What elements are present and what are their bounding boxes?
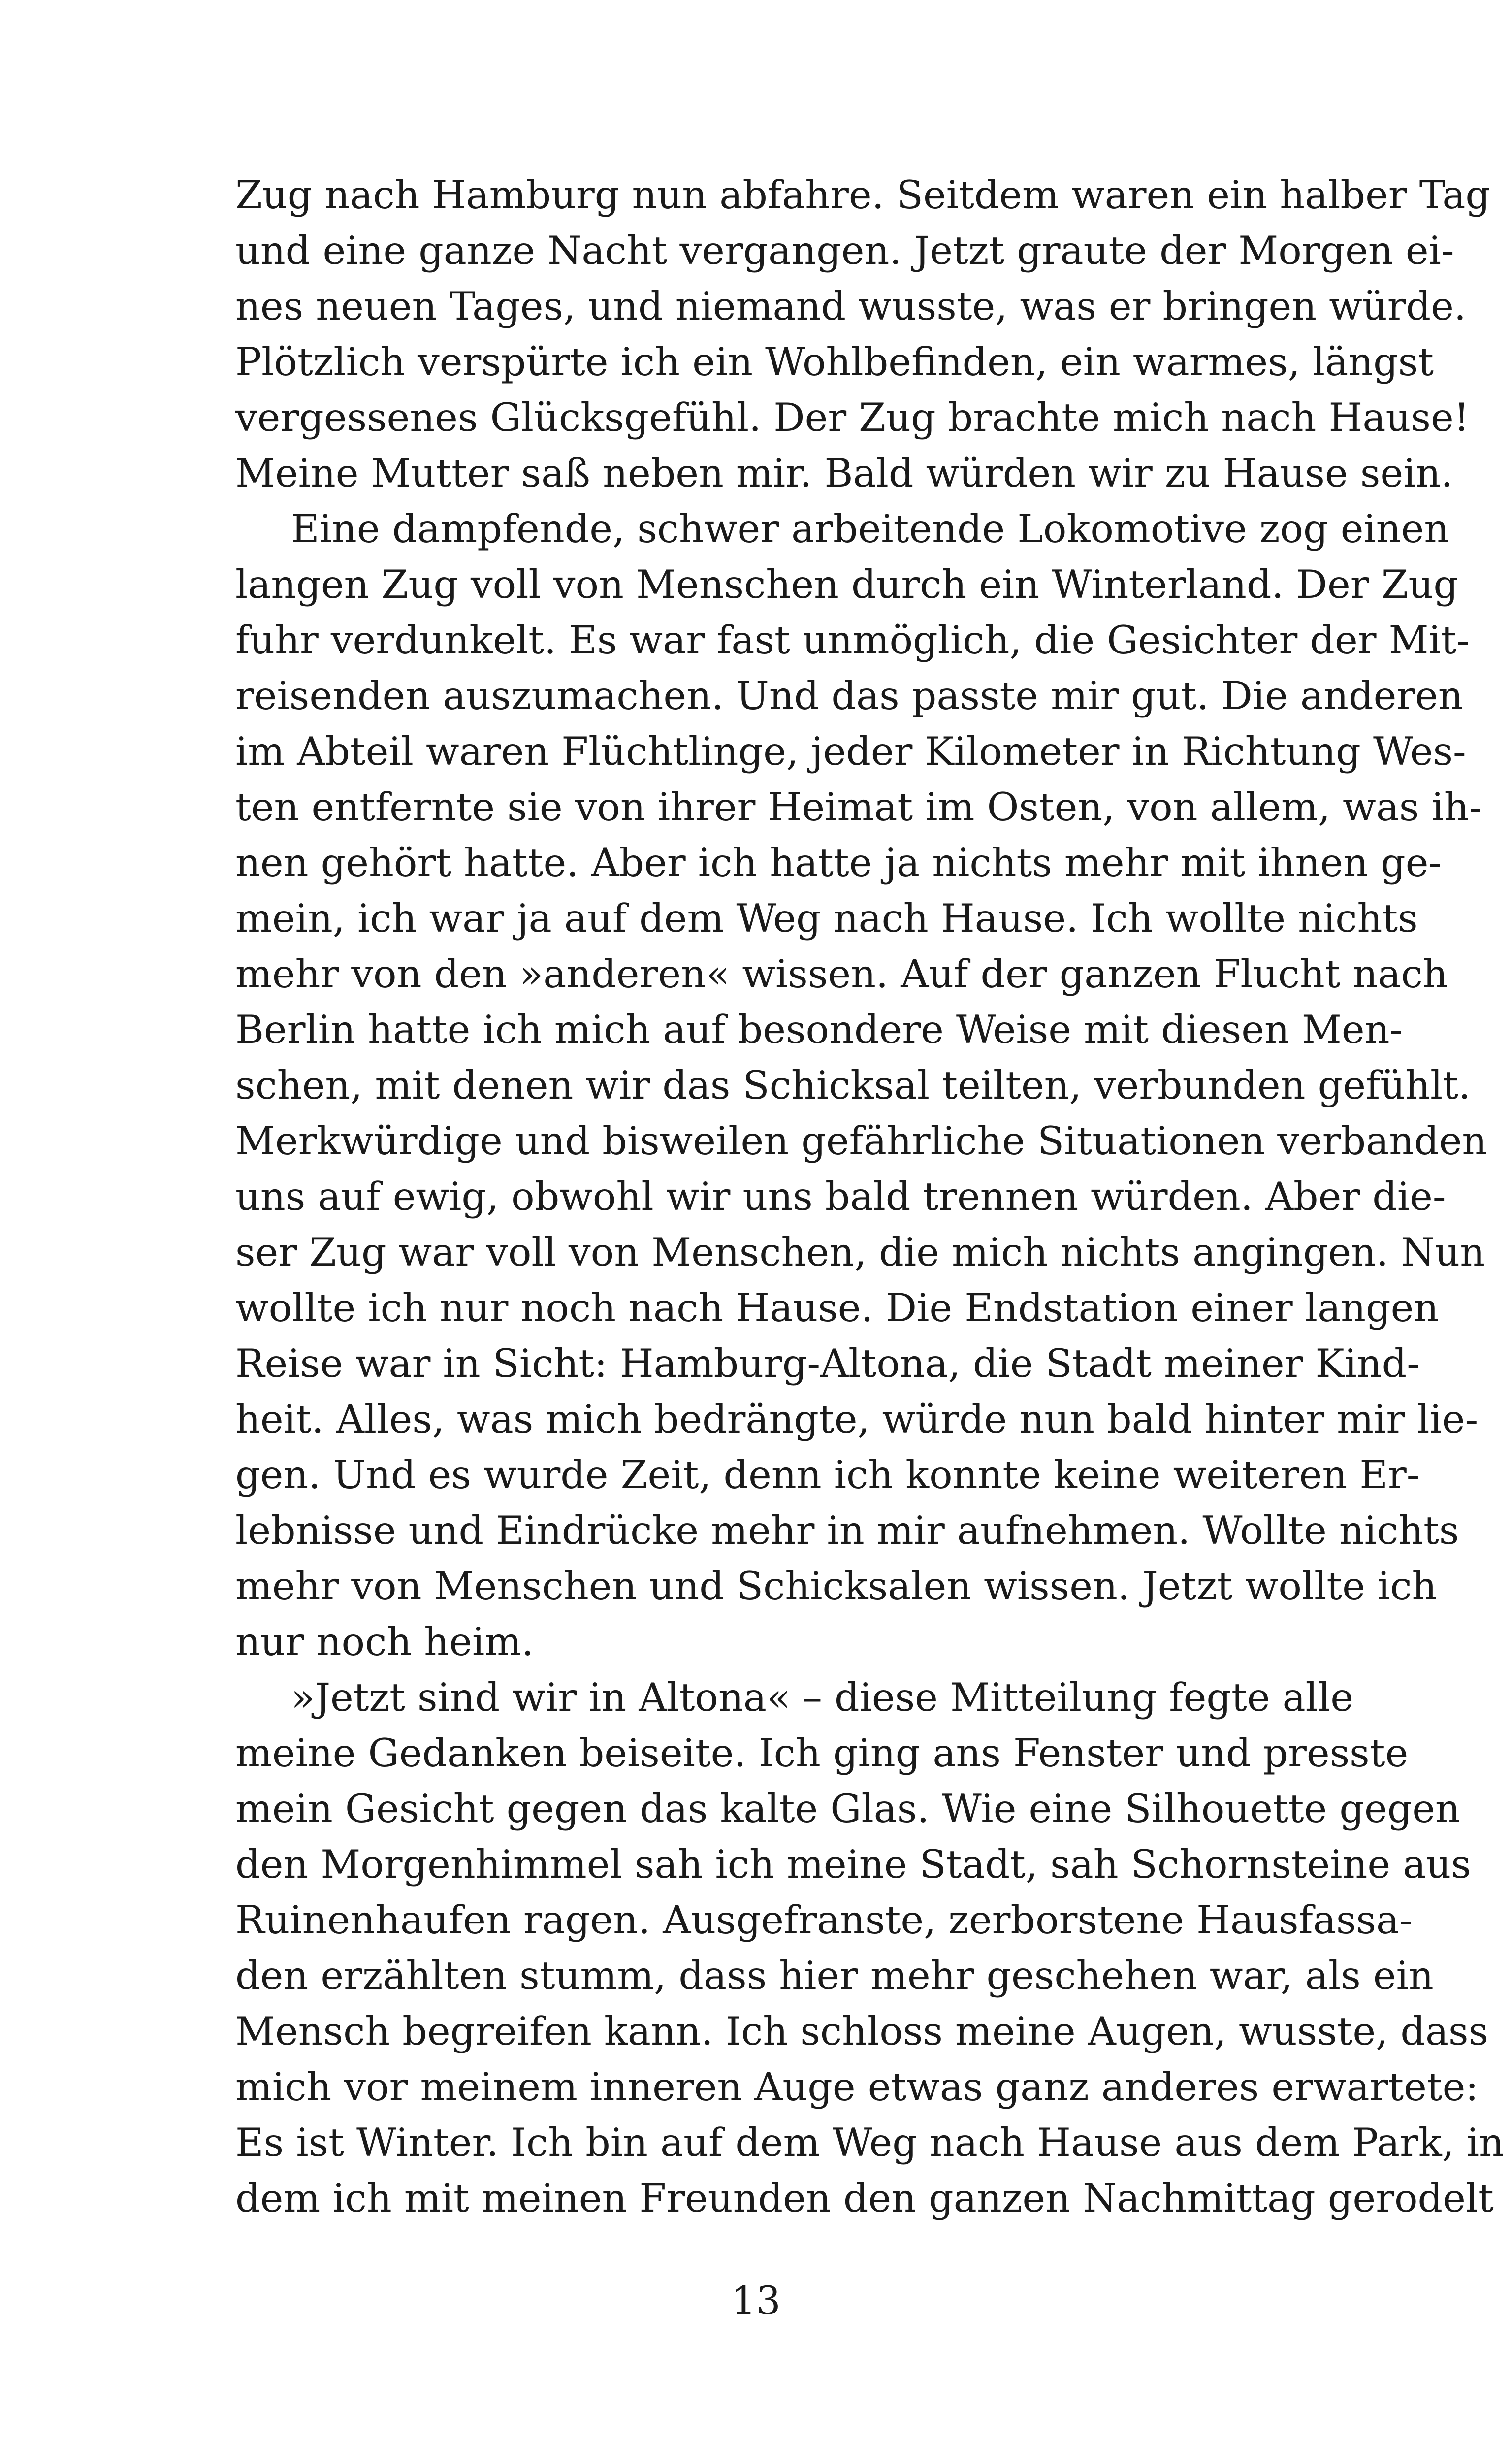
text-line: nur noch heim. <box>235 1619 534 1664</box>
page-number: 13 <box>731 2278 781 2323</box>
text-line: lebnisse und Eindrücke mehr in mir aufnehmen. Wollte nichts <box>235 1508 1459 1553</box>
body-text <box>235 167 1505 2226</box>
text-line: im Abteil waren Flüchtlinge, jeder Kilometer in Richtung Wes- <box>235 729 1466 774</box>
text-line: reisenden auszumachen. Und das passte mir gut. Die anderen <box>235 673 1463 718</box>
text-line-paragraph-start: Eine dampfende, schwer arbeitende Lokomotive zog einen <box>291 506 1449 552</box>
text-line: meine Gedanken beiseite. Ich ging ans Fenster und presste <box>235 1730 1409 1776</box>
text-line: langen Zug voll von Menschen durch ein Winterland. Der Zug <box>235 562 1458 607</box>
text-line: mein, ich war ja auf dem Weg nach Hause. Ich wollte nichts <box>235 896 1418 941</box>
text-line: wollte ich nur noch nach Hause. Die Endstation einer langen <box>235 1285 1439 1331</box>
text-line: Plötzlich verspürte ich ein Wohlbefinden, ein warmes, längst <box>235 339 1434 385</box>
text-line: uns auf ewig, obwohl wir uns bald trennen würden. Aber die- <box>235 1174 1446 1219</box>
text-line: dem ich mit meinen Freunden den ganzen Nachmittag gerodelt <box>235 2176 1494 2221</box>
text-line: und eine ganze Nacht vergangen. Jetzt graute der Morgen ei- <box>235 228 1454 273</box>
text-line: Zug nach Hamburg nun abfahre. Seitdem waren ein halber Tag <box>235 172 1490 218</box>
text-line: Merkwürdige und bisweilen gefährliche Situationen verbanden <box>235 1118 1487 1164</box>
text-line: Mensch begreifen kann. Ich schloss meine Augen, wusste, dass <box>235 2009 1489 2054</box>
text-line: Ruinenhaufen ragen. Ausgefranste, zerborstene Hausfassa- <box>235 1897 1413 1943</box>
text-line: heit. Alles, was mich bedrängte, würde nun bald hinter mir lie- <box>235 1397 1479 1442</box>
text-line: ser Zug war voll von Menschen, die mich nichts angingen. Nun <box>235 1230 1485 1275</box>
text-line: gen. Und es wurde Zeit, denn ich konnte keine weiteren Er- <box>235 1452 1420 1498</box>
text-line: den Morgenhimmel sah ich meine Stadt, sah Schornsteine aus <box>235 1842 1471 1887</box>
text-line: Berlin hatte ich mich auf besondere Weise mit diesen Men- <box>235 1007 1403 1052</box>
text-line: Reise war in Sicht: Hamburg-Altona, die Stadt meiner Kind- <box>235 1341 1420 1386</box>
text-line: mich vor meinem inneren Auge etwas ganz anderes erwartete: <box>235 2064 1479 2110</box>
text-line: vergessenes Glücksgefühl. Der Zug brachte mich nach Hause! <box>235 395 1470 440</box>
text-line: mein Gesicht gegen das kalte Glas. Wie eine Silhouette gegen <box>235 1786 1460 1831</box>
text-line: ten entfernte sie von ihrer Heimat im Osten, von allem, was ih- <box>235 784 1482 830</box>
text-line: mehr von den »anderen« wissen. Auf der ganzen Flucht nach <box>235 951 1448 997</box>
text-line: Es ist Winter. Ich bin auf dem Weg nach Hause aus dem Park, in <box>235 2120 1505 2165</box>
text-line: fuhr verdunkelt. Es war fast unmöglich, die Gesichter der Mit- <box>235 618 1470 663</box>
text-line: schen, mit denen wir das Schicksal teilten, verbunden gefühlt. <box>235 1063 1471 1108</box>
text-line: nes neuen Tages, und niemand wusste, was er bringen würde. <box>235 284 1466 329</box>
text-line: den erzählten stumm, dass hier mehr geschehen war, als ein <box>235 1953 1434 1998</box>
text-line: nen gehört hatte. Aber ich hatte ja nichts mehr mit ihnen ge- <box>235 840 1442 885</box>
text-line: Meine Mutter saß neben mir. Bald würden wir zu Hause sein. <box>235 451 1453 496</box>
text-line-paragraph-start: »Jetzt sind wir in Altona« – diese Mitteilung fegte alle <box>291 1675 1353 1720</box>
text-line: mehr von Menschen und Schicksalen wissen. Jetzt wollte ich <box>235 1564 1437 1609</box>
